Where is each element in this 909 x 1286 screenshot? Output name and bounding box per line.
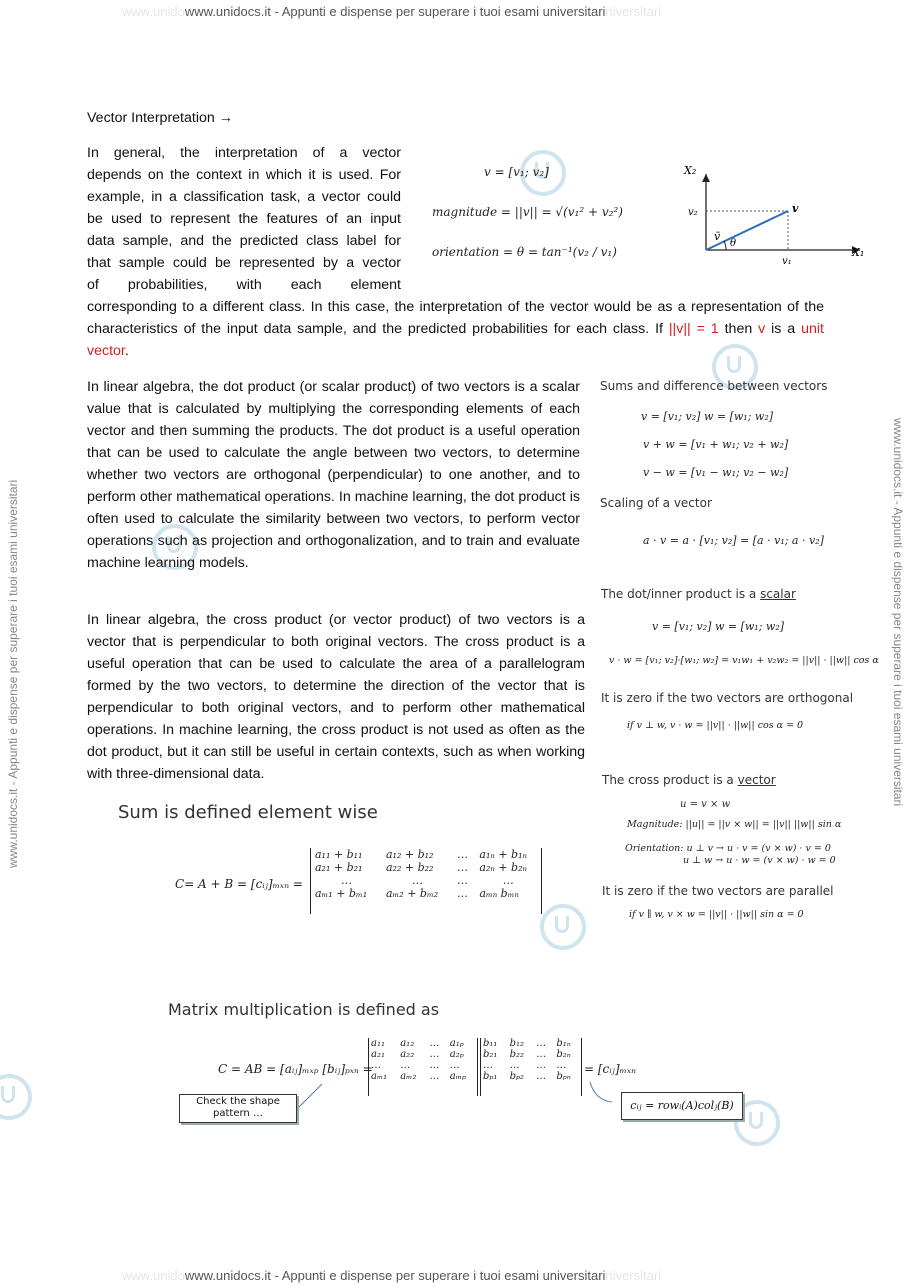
matrix-cell: a₁₂ + b₁₂ xyxy=(385,848,434,861)
matrix-cell: b₂₂ xyxy=(509,1049,524,1060)
sums-title: Sums and difference between vectors xyxy=(600,379,828,393)
section1-paragraph-tail: corresponding to a different class. In this case, the interpretation of the vector would be as a representation of the characteristics of the input data sample, and the predicted probabilities for each class. If ||v|| = 1 then v is a unit vector. xyxy=(87,299,824,359)
matrix-cell: … xyxy=(483,1060,493,1071)
mult-lhs: C = AB = [aᵢⱼ]ₘₓₚ [bᵢⱼ]ₚₓₙ = xyxy=(218,1062,373,1076)
para-line: of probabilities, with each element xyxy=(87,277,401,293)
matrix-cell: a₁₂ xyxy=(400,1038,415,1049)
matrix-cell: a₂₁ + b₂₁ xyxy=(315,861,363,874)
matrix-cell: b₁ₙ xyxy=(556,1038,571,1049)
norm-expression: ||v|| = 1 xyxy=(668,321,719,337)
matrix-cell: a₂₂ xyxy=(400,1049,415,1060)
section1-paragraph-head xyxy=(87,142,401,296)
top-banner: www.unidowww.unidocs.it - Appunti e dispense per superare i tuoi esami universitariniversitari xyxy=(122,4,662,19)
cross-orientation-1: Orientation: u ⊥ v → u · v = (v × w) · v = 0 xyxy=(625,843,831,854)
matrix-cell: … xyxy=(536,1071,547,1082)
sum-matrix xyxy=(310,848,542,914)
bottom-banner: www.unidowww.unidocs.it - Appunti e dispense per superare i tuoi esami universitariniversitari xyxy=(122,1268,662,1283)
matrix-cell: b₁₁ xyxy=(483,1038,498,1049)
matrix-cell: … xyxy=(400,1060,411,1071)
watermark-logo-icon xyxy=(0,1074,32,1120)
cross-title: The cross product is a vector xyxy=(602,773,776,787)
sum-lhs: C= A + B = [cᵢⱼ]ₘₓₙ = xyxy=(175,877,303,891)
matrix-cell: … xyxy=(456,861,468,874)
y-axis-label: X₂ xyxy=(684,164,697,177)
left-side-watermark: www.unidocs.it - Appunti e dispense per superare i tuoi esami universitari xyxy=(6,479,20,868)
matrix-cell: b₁₂ xyxy=(509,1038,524,1049)
matrix-cell: aₘ₂ + bₘ₂ xyxy=(385,887,439,900)
matrix-cell: aₘ₁ xyxy=(371,1071,388,1082)
cross-orientation-2: u ⊥ w → u · w = (v × w) · w = 0 xyxy=(683,855,836,866)
matrix-cell: a₁₁ + b₁₁ xyxy=(315,848,363,861)
callout-check-shape: Check the shape pattern … xyxy=(179,1094,297,1123)
matrix-cell: … xyxy=(456,848,468,861)
scaling-equation: a · v = a · [v₁; v₂] = [a · v₁; a · v₂] xyxy=(643,534,824,547)
para-line: example, in a classification task, a vector could xyxy=(87,189,401,205)
right-side-watermark: www.unidocs.it - Appunti e dispense per superare i tuoi esami universitari xyxy=(891,418,905,807)
section-title-vector-interpretation: Vector Interpretation → xyxy=(87,110,233,126)
matrix-multiplication-title: Matrix multiplication is defined as xyxy=(168,1000,440,1019)
matrix-cell: b₂₁ xyxy=(483,1049,498,1060)
matrix-cell: aₘₚ xyxy=(449,1071,466,1082)
matrix-cell: … xyxy=(411,874,423,887)
matrix-cell: … xyxy=(536,1049,547,1060)
matrix-cell: … xyxy=(536,1060,547,1071)
mult-rhs: = [cᵢⱼ]ₘₓₙ xyxy=(584,1062,637,1076)
matrix-cell: a₁₁ xyxy=(371,1038,385,1049)
matrix-cell: … xyxy=(456,887,468,900)
cross-magnitude: Magnitude: ||u|| = ||v × w|| = ||v|| ||w|| sin α xyxy=(627,819,842,830)
x-axis-label: X₁ xyxy=(852,246,865,259)
para-line: data sample, and the predicted class label for xyxy=(87,233,401,249)
matrix-cell: bₚ₂ xyxy=(509,1071,524,1082)
matrix-cell: aₘ₁ + bₘ₁ xyxy=(315,887,368,900)
dot-equation: v · w = [v₁; v₂]·[w₁; w₂] = v₁w₁ + v₂w₂ = ||v|| · ||w|| cos α xyxy=(609,655,879,666)
matrix-cell: … xyxy=(456,874,468,887)
matrix-cell: b₂ₙ xyxy=(556,1049,571,1060)
para-line: be used to represent the features of an input xyxy=(87,211,401,227)
v2-label: v₂ xyxy=(688,207,698,218)
v-label: v xyxy=(792,202,799,215)
matrix-cell: … xyxy=(509,1060,520,1071)
matrix-cell: … xyxy=(449,1060,460,1071)
parallel-title: It is zero if the two vectors are parallel xyxy=(602,884,834,898)
sum-equation: v + w = [v₁ + w₁; v₂ + w₂] xyxy=(643,438,789,451)
matrix-cell: … xyxy=(429,1038,440,1049)
theta-label: θ xyxy=(730,238,737,249)
unit-vector-term: unit vector xyxy=(87,321,824,359)
para-line: depends on the context in which it is used. For xyxy=(87,167,401,183)
para-line: In general, the interpretation of a vector xyxy=(87,145,401,161)
matrix-cell: … xyxy=(536,1038,547,1049)
parallel-equation: if v ∥ w, v × w = ||v|| · ||w|| sin α = 0 xyxy=(629,909,804,920)
vector-plot xyxy=(680,160,870,270)
orthogonal-title: It is zero if the two vectors are orthogonal xyxy=(601,691,854,705)
matrix-cell: … xyxy=(340,874,352,887)
callout-cij-formula: cᵢⱼ = rowᵢ(A)colⱼ(B) xyxy=(621,1092,743,1120)
orientation-formula: orientation = θ = tan⁻¹(v₂ / v₁) xyxy=(432,245,617,259)
matrix-cell: … xyxy=(429,1060,440,1071)
cross-equation: u = v × w xyxy=(680,799,731,810)
matrix-cell: … xyxy=(371,1060,381,1071)
para-line: that sample could be represented by a vector xyxy=(87,255,401,271)
magnitude-formula: magnitude = ||v|| = √(v₁² + v₂²) xyxy=(432,205,623,219)
watermark-logo-icon xyxy=(540,904,586,950)
callout-connectors xyxy=(290,1080,620,1120)
difference-equation: v − w = [v₁ − w₁; v₂ − w₂] xyxy=(643,466,789,479)
scaling-title: Scaling of a vector xyxy=(600,496,712,510)
vbar-label: v̄ xyxy=(714,230,721,243)
matrix-cell: … xyxy=(556,1060,567,1071)
cross-product-paragraph: In linear algebra, the cross product (or vector product) of two vectors is a vector that is perpendicular to both original vectors. The cross product is a useful operation that can be used to calculate the area of a parallelogram formed by the two vectors, to determine the direction of the vector that is perpendicular to both original vectors, and to perform other mathematical operations. In machine learning, the cross product is not used as often as the dot product, but it can still be useful in certain contexts, such as when working with three-dimensional data. xyxy=(87,612,585,782)
matrix-cell: a₂ₙ + b₂ₙ xyxy=(479,861,527,874)
v1-label: v₁ xyxy=(782,256,792,267)
matrix-cell: a₁ₙ + b₁ₙ xyxy=(479,848,527,861)
matrix-cell: … xyxy=(429,1049,440,1060)
sum-elementwise-title: Sum is defined element wise xyxy=(118,802,378,823)
matrix-cell: bₚ₁ xyxy=(483,1071,498,1082)
matrix-cell: aₘₙ bₘₙ xyxy=(479,887,519,900)
matrix-cell: … xyxy=(502,874,514,887)
orthogonal-equation: if v ⊥ w, v · w = ||v|| · ||w|| cos α = 0 xyxy=(627,720,804,731)
dot-title: The dot/inner product is a scalar xyxy=(601,587,796,601)
dot-definition: v = [v₁; v₂] w = [w₁; w₂] xyxy=(652,620,785,633)
dot-product-paragraph: In linear algebra, the dot product (or scalar product) of two vectors is a scalar value that is calculated by multiplying the corresponding elements of each vector and then summing the products. The dot product is a useful operation that can be used to calculate the angle between two vectors, to determine whether two vectors are orthogonal (perpendicular) to one another, and to perform other mathematical operations. In machine learning, the dot product is often used to calculate the similarity between two vectors, to perform vector operations such as projection and orthogonalization, and to train and evaluate machine learning models. xyxy=(87,379,580,571)
matrix-cell: a₁ₚ xyxy=(449,1038,464,1049)
sums-definition: v = [v₁; v₂] w = [w₁; w₂] xyxy=(641,410,774,423)
matrix-cell: a₂₂ + b₂₂ xyxy=(385,861,434,874)
vector-definition: v = [v₁; v₂] xyxy=(484,165,549,179)
matrix-cell: a₂ₚ xyxy=(449,1049,464,1060)
matrix-cell: aₘ₂ xyxy=(400,1071,417,1082)
matrix-cell: bₚₙ xyxy=(556,1071,571,1082)
matrix-cell: a₂₁ xyxy=(371,1049,385,1060)
matrix-cell: … xyxy=(429,1071,440,1082)
